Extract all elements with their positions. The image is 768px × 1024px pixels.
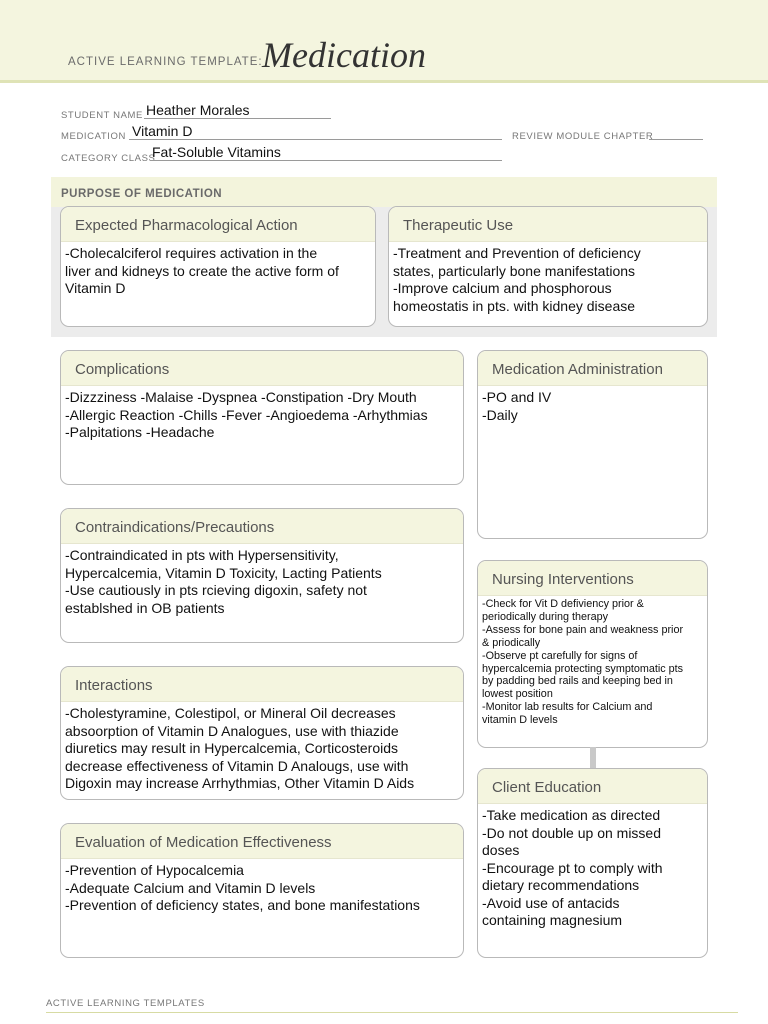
complications-box [60, 350, 464, 485]
medication-value[interactable]: Vitamin D [132, 123, 193, 139]
template-prefix: ACTIVE LEARNING TEMPLATE: [68, 56, 263, 68]
nursing-interventions-box [477, 560, 708, 748]
contraindications-text[interactable]: -Contraindicated in pts with Hypersensitivity, Hypercalcemia, Vitamin D Toxicity, Lacting Patients -Use cautiously in pts rcieving digoxin, safety not establshed in OB patients [65, 547, 382, 616]
contraindications-title: Contraindications/Precautions [61, 509, 463, 544]
nursing-interventions-text[interactable]: -Check for Vit D defiviency prior & periodically during therapy -Assess for bone pain and weakness prior & priodically -Observe pt carefully for signs of hypercalcemia protecting symptomatic pts by padding bed rails and keeping bed in lowest position -Monitor lab results for Calcium and vitamin D levels [482, 598, 684, 727]
evaluation-text[interactable]: -Prevention of Hypocalcemia -Adequate Calcium and Vitamin D levels -Prevention of deficiency states, and bone manifestations [65, 862, 420, 913]
category-class-label: CATEGORY CLASS [61, 153, 156, 164]
review-module-line[interactable] [649, 139, 703, 140]
medication-line [129, 139, 502, 140]
pharm-action-title: Expected Pharmacological Action [61, 207, 375, 242]
therapeutic-use-box [388, 206, 708, 327]
pharm-action-text[interactable]: -Cholecalciferol requires activation in the liver and kidneys to create the active form of Vitamin D [65, 245, 339, 296]
administration-text[interactable]: -PO and IV -Daily [482, 389, 552, 423]
therapeutic-use-title: Therapeutic Use [389, 207, 707, 242]
administration-title: Medication Administration [478, 351, 707, 386]
footer-line [46, 1012, 738, 1013]
medication-label: MEDICATION [61, 131, 126, 142]
nursing-interventions-title: Nursing Interventions [478, 561, 707, 596]
evaluation-box [60, 823, 464, 958]
footer-text: ACTIVE LEARNING TEMPLATES [46, 998, 205, 1009]
client-education-title: Client Education [478, 769, 707, 804]
interactions-box [60, 666, 464, 800]
connector-bar [590, 747, 596, 769]
category-class-value[interactable]: Fat-Soluble Vitamins [152, 144, 281, 160]
complications-title: Complications [61, 351, 463, 386]
purpose-title: PURPOSE OF MEDICATION [61, 188, 223, 200]
contraindications-box [60, 508, 464, 643]
client-education-box [477, 768, 708, 958]
student-name-label: STUDENT NAME [61, 110, 143, 121]
pharm-action-box [60, 206, 376, 327]
student-name-line [144, 118, 331, 119]
review-module-label: REVIEW MODULE CHAPTER [512, 131, 654, 142]
category-class-line [150, 160, 502, 161]
therapeutic-use-text[interactable]: -Treatment and Prevention of deficiency states, particularly bone manifestations -Improve calcium and phosphorous homeostatis in pts. with kidney disease [393, 245, 641, 314]
client-education-text[interactable]: -Take medication as directed -Do not double up on missed doses -Encourage pt to comply with dietary recommendations -Avoid use of antacids containing magnesium [482, 807, 663, 928]
student-name-value[interactable]: Heather Morales [146, 102, 250, 118]
complications-text[interactable]: -Dizzziness -Malaise -Dyspnea -Constipation -Dry Mouth -Allergic Reaction -Chills -Fever -Angioedema -Arhythmias -Palpitations -Headache [65, 389, 428, 440]
interactions-title: Interactions [61, 667, 463, 702]
template-title: Medication [262, 35, 426, 75]
evaluation-title: Evaluation of Medication Effectiveness [61, 824, 463, 859]
interactions-text[interactable]: -Cholestyramine, Colestipol, or Mineral Oil decreases absoorption of Vitamin D Analogues, use with thiazide diuretics may result in Hypercalcemia, Corticosteroids decrease effectiveness of Vitamin D Analougs, use with Digoxin may increase Arrhythmias, Other Vitamin D Aids [65, 705, 415, 791]
administration-box [477, 350, 708, 539]
